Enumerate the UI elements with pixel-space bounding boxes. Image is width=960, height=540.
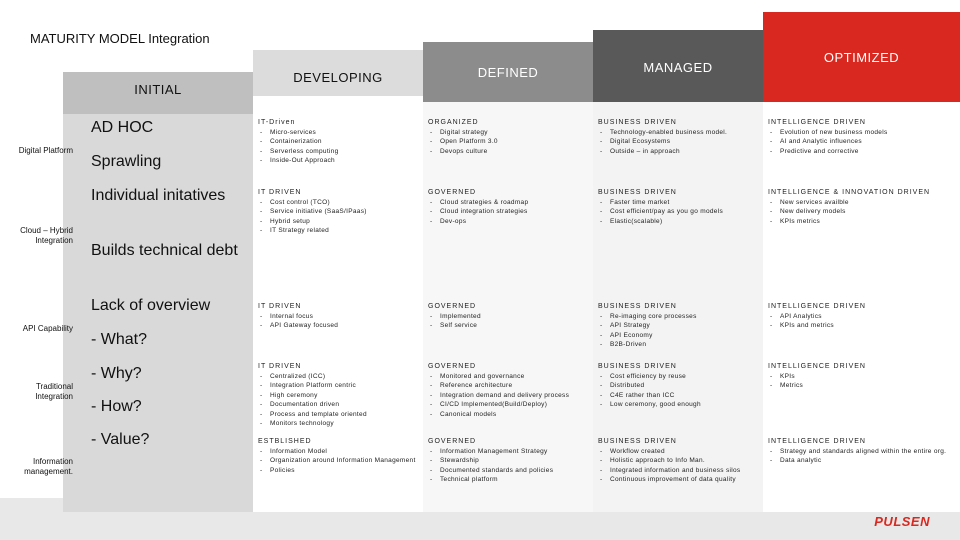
cell-optimized-row0 xyxy=(768,118,953,156)
cell-item: - Serverless computing xyxy=(258,147,418,157)
cell-heading: BUSINESS DRIVEN xyxy=(598,303,677,310)
cell-developing-row4 xyxy=(258,437,418,475)
cell-item: - API Strategy xyxy=(598,321,758,331)
cell-item: - KPIs metrics xyxy=(768,217,953,227)
cell-item: - Self service xyxy=(428,321,588,331)
cell-item: - Outside – in approach xyxy=(598,147,758,157)
cell-item: - Integrated information and business silos xyxy=(598,466,758,476)
cell-item: - New delivery models xyxy=(768,207,953,217)
cell-developing-row3 xyxy=(258,362,418,429)
cell-item: - C4E rather than ICC xyxy=(598,391,758,401)
cell-managed-row2 xyxy=(598,302,758,350)
cell-item: - Data analytic xyxy=(768,456,953,466)
cell-item: - Cloud integration strategies xyxy=(428,207,588,217)
cell-item: - Information Management Strategy xyxy=(428,447,588,457)
cell-item: - Documentation driven xyxy=(258,400,418,410)
cell-item: - Technology-enabled business model. xyxy=(598,128,758,138)
cell-heading: IT DRIVEN xyxy=(258,303,302,310)
cell-item: - Organization around Information Management xyxy=(258,456,418,466)
cell-item: - Digital Ecosystems xyxy=(598,137,758,147)
cell-heading: IT DRIVEN xyxy=(258,363,302,370)
stage-developing-label: DEVELOPING xyxy=(293,70,383,85)
initial-lack-overview: Lack of overview xyxy=(91,297,211,314)
stage-initial-label: INITIAL xyxy=(134,82,182,97)
cell-item: - Centralized (ICC) xyxy=(258,372,418,382)
cell-item: - Low ceremony, good enough xyxy=(598,400,758,410)
cell-item: - Digital strategy xyxy=(428,128,588,138)
cell-item: - Integration Platform centric xyxy=(258,381,418,391)
row-label-cloud: Cloud – Hybrid Integration xyxy=(20,226,73,245)
cell-item: - Elastic(scalable) xyxy=(598,217,758,227)
cell-item: - Predictive and corrective xyxy=(768,147,953,157)
stage-managed-label: MANAGED xyxy=(643,60,713,75)
cell-item: - Policies xyxy=(258,466,418,476)
cell-defined-row3 xyxy=(428,362,588,419)
cell-heading: GOVERNED xyxy=(428,363,477,370)
cell-item: - Information Model xyxy=(258,447,418,457)
cell-item: - Inside-Out Approach xyxy=(258,156,418,166)
cell-item: - Internal focus xyxy=(258,312,418,322)
cell-developing-row1 xyxy=(258,188,418,236)
cell-item: - Stewardship xyxy=(428,456,588,466)
row-label-api: API Capability xyxy=(22,324,73,333)
cell-item: - Cost efficiency by reuse xyxy=(598,372,758,382)
initial-sprawling: Sprawling xyxy=(91,153,162,170)
initial-ad-hoc: AD HOC xyxy=(91,119,154,136)
cell-item: - Open Platform 3.0 xyxy=(428,137,588,147)
cell-item: - Workflow created xyxy=(598,447,758,457)
cell-defined-row4 xyxy=(428,437,588,485)
cell-item: - CI/CD Implemented(Build/Deploy) xyxy=(428,400,588,410)
cell-optimized-row4 xyxy=(768,437,953,466)
cell-item: - API Analytics xyxy=(768,312,953,322)
cell-item: - Continuous improvement of data quality xyxy=(598,475,758,485)
cell-item: - Holistic approach to Info Man. xyxy=(598,456,758,466)
cell-optimized-row3 xyxy=(768,362,953,391)
cell-item: - Cost control (TCO) xyxy=(258,198,418,208)
cell-item: - Monitors technology xyxy=(258,419,418,429)
cell-item: - Technical platform xyxy=(428,475,588,485)
cell-item: - KPIs and metrics xyxy=(768,321,953,331)
cell-item: - Metrics xyxy=(768,381,953,391)
cell-developing-row2 xyxy=(258,302,418,331)
cell-item: - New services availble xyxy=(768,198,953,208)
initial-value: - Value? xyxy=(91,431,150,448)
cell-heading: INTELLIGENCE DRIVEN xyxy=(768,303,866,310)
cell-heading: INTELLIGENCE DRIVEN xyxy=(768,438,866,445)
cell-defined-row2 xyxy=(428,302,588,331)
cell-item: - Reference architecture xyxy=(428,381,588,391)
cell-heading: GOVERNED xyxy=(428,303,477,310)
cell-item: - Strategy and standards aligned within the entire org. xyxy=(768,447,953,457)
cell-heading: GOVERNED xyxy=(428,189,477,196)
cell-optimized-row1 xyxy=(768,188,953,226)
cell-item: - API Economy xyxy=(598,331,758,341)
cell-item: - Implemented xyxy=(428,312,588,322)
cell-item: - Micro-services xyxy=(258,128,418,138)
cell-managed-row3 xyxy=(598,362,758,410)
row-label-traditional: Traditional Integration xyxy=(35,382,73,401)
cell-item: - Containerization xyxy=(258,137,418,147)
cell-item: - Documented standards and policies xyxy=(428,466,588,476)
cell-item: - Dev-ops xyxy=(428,217,588,227)
cell-defined-row0 xyxy=(428,118,588,156)
cell-heading: BUSINESS DRIVEN xyxy=(598,363,677,370)
initial-individual: Individual initatives xyxy=(91,187,226,204)
stage-defined-label: DEFINED xyxy=(477,65,539,80)
initial-technical-debt: Builds technical debt xyxy=(91,242,238,259)
cell-heading: BUSINESS DRIVEN xyxy=(598,119,677,126)
initial-how: - How? xyxy=(91,398,142,415)
cell-item: - High ceremony xyxy=(258,391,418,401)
cell-heading: INTELLIGENCE DRIVEN xyxy=(768,119,866,126)
cell-item: - KPIs xyxy=(768,372,953,382)
cell-managed-row4 xyxy=(598,437,758,485)
cell-item: - Distributed xyxy=(598,381,758,391)
cell-item: - Service initiative (SaaS/IPaas) xyxy=(258,207,418,217)
cell-item: - Hybrid setup xyxy=(258,217,418,227)
page-title: MATURITY MODEL Integration xyxy=(30,31,210,46)
cell-item: - Cost efficient/pay as you go models xyxy=(598,207,758,217)
cell-item: - Cloud strategies & roadmap xyxy=(428,198,588,208)
cell-item: - Faster time market xyxy=(598,198,758,208)
cell-heading: INTELLIGENCE & INNOVATION DRIVEN xyxy=(768,189,931,196)
cell-item: - IT Strategy related xyxy=(258,226,418,236)
initial-why: - Why? xyxy=(91,365,142,382)
cell-item: - API Gateway focused xyxy=(258,321,418,331)
cell-item: - Process and template oriented xyxy=(258,410,418,420)
cell-heading: IT-Driven xyxy=(258,119,296,126)
row-label-digital: Digital Platform xyxy=(18,146,73,155)
cell-managed-row1 xyxy=(598,188,758,226)
cell-optimized-row2 xyxy=(768,302,953,331)
cell-heading: ORGANIZED xyxy=(428,119,479,126)
cell-item: - Re-imaging core processes xyxy=(598,312,758,322)
cell-item: - Integration demand and delivery process xyxy=(428,391,588,401)
cell-item: - Evolution of new business models xyxy=(768,128,953,138)
pulsen-logo: PULSEN xyxy=(874,514,930,529)
cell-heading: BUSINESS DRIVEN xyxy=(598,189,677,196)
cell-heading: BUSINESS DRIVEN xyxy=(598,438,677,445)
cell-heading: GOVERNED xyxy=(428,438,477,445)
cell-item: - Monitored and governance xyxy=(428,372,588,382)
cell-item: - AI and Analytic influences xyxy=(768,137,953,147)
row-label-information: Information management. xyxy=(24,457,73,476)
cell-heading: IT DRIVEN xyxy=(258,189,302,196)
stage-optimized-label: OPTIMIZED xyxy=(823,50,900,65)
cell-item: - B2B-Driven xyxy=(598,340,758,350)
cell-item: - Canonical models xyxy=(428,410,588,420)
cell-heading: INTELLIGENCE DRIVEN xyxy=(768,363,866,370)
cell-heading: ESTBLISHED xyxy=(258,438,312,445)
initial-what: - What? xyxy=(91,331,148,348)
cell-developing-row0 xyxy=(258,118,418,166)
cell-defined-row1 xyxy=(428,188,588,226)
cell-item: - Devops culture xyxy=(428,147,588,157)
cell-managed-row0 xyxy=(598,118,758,156)
